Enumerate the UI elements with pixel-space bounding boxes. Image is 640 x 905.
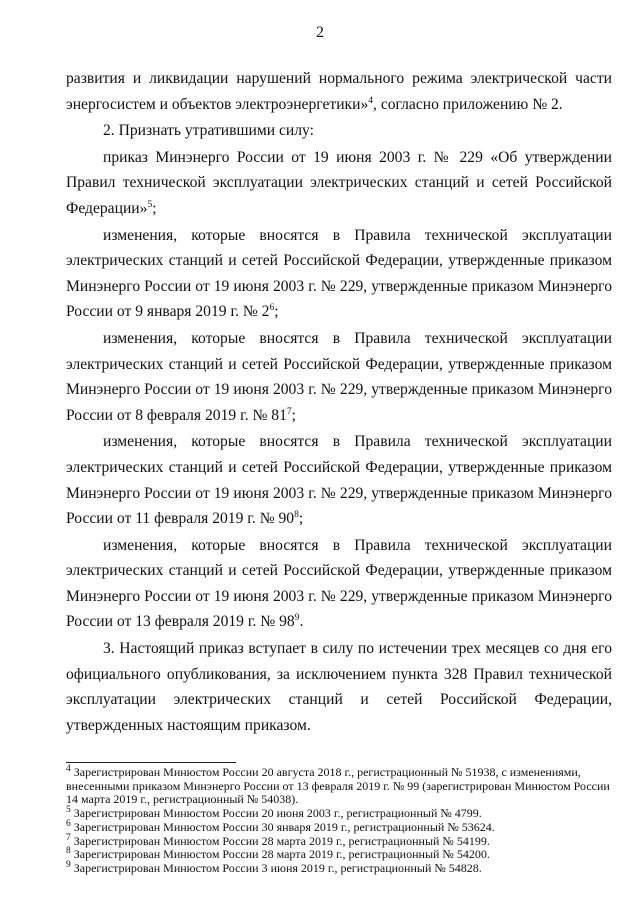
paragraph-text: изменения, которые вносятся в Правила технической эксплуатации электрических станций и сетей Российской Федерации, утвержденные приказом Минэнерго России от 19 июня 2003 г. № 229, утвержденные приказом Минэнерго России от 9 января 2019 г. № 2 (66, 226, 612, 321)
paragraph-amendment-81 (66, 326, 612, 428)
paragraph-text: изменения, которые вносятся в Правила технической эксплуатации электрических станций и сетей Российской Федерации, утвержденные приказом Минэнерго России от 19 июня 2003 г. № 229, утвержденные приказом Минэнерго России от 13 февраля 2019 г. № 98 (66, 536, 612, 631)
footnote-ref[interactable]: 5 (147, 199, 153, 210)
paragraph-text: изменения, которые вносятся в Правила технической эксплуатации электрических станций и сетей Российской Федерации, утвержденные приказом Минэнерго России от 19 июня 2003 г. № 229, утвержденные приказом Минэнерго России от 8 февраля 2019 г. № 81 (66, 329, 612, 424)
paragraph-order-229 (66, 145, 612, 222)
paragraph-text: 2. Признать утратившими силу: (103, 122, 314, 140)
paragraph-item-2 (66, 118, 612, 144)
footnote-mark: 8 (66, 846, 71, 857)
footnote-9 (66, 859, 614, 876)
paragraph-text: изменения, которые вносятся в Правила технической эксплуатации электрических станций и сетей Российской Федерации, утвержденные приказом Минэнерго России от 19 июня 2003 г. № 229, утвержденные приказом Минэнерго России от 11 февраля 2019 г. № 90 (66, 433, 612, 528)
paragraph-tail: , согласно приложению № 2. (373, 95, 563, 113)
paragraph-text: развития и ликвидации нарушений нормального режима электрической части энергосистем и объектов электроэнергетики» (66, 70, 612, 113)
page-number: 2 (316, 24, 324, 41)
paragraph-continuation (66, 66, 612, 117)
footnote-8 (66, 848, 614, 862)
footnote-text: Зарегистрирован Минюстом России 3 июня 2019 г., регистрационный № 54828. (70, 860, 482, 875)
footnote-text: Зарегистрирован Минюстом России 30 января 2019 г., регистрационный № 53624. (70, 819, 495, 834)
footnote-text: Зарегистрирован Минюстом России 28 марта 2019 г., регистрационный № 54199. (70, 833, 490, 848)
paragraph-amendment-2 (66, 223, 612, 325)
paragraph-text: приказ Минэнерго России от 19 июня 2003 г. № 229 «Об утверждении Правил технической эксплуатации электрических станций и сетей Российской Федерации» (66, 148, 612, 217)
paragraph-amendment-98 (66, 533, 612, 635)
footnote-ref[interactable]: 7 (286, 406, 292, 417)
paragraph-tail: ; (152, 199, 157, 217)
paragraph-item-3 (66, 636, 612, 738)
paragraph-text: 3. Настоящий приказ вступает в силу по истечении трех месяцев со дня его официального опубликования, за исключением пункта 328 Правил технической эксплуатации электрических станций и сетей Российской Федерации, утвержденных настоящим приказом. (66, 640, 612, 734)
footnote-5 (66, 807, 614, 821)
document-body (66, 66, 612, 738)
paragraph-tail: ; (291, 406, 296, 424)
footnote-mark: 4 (66, 764, 71, 774)
paragraph-tail: . (299, 613, 304, 631)
footnote-mark: 7 (66, 832, 71, 843)
footnote-ref[interactable]: 4 (368, 95, 374, 106)
footnote-ref[interactable]: 9 (294, 613, 300, 624)
paragraph-tail: ; (298, 510, 304, 528)
footnotes (66, 766, 614, 876)
footnote-mark: 5 (66, 805, 71, 816)
paragraph-amendment-90 (66, 429, 612, 531)
paragraph-tail: ; (274, 303, 279, 321)
footnote-mark: 9 (66, 859, 71, 870)
footnote-ref[interactable]: 8 (294, 509, 299, 520)
footnote-divider (66, 762, 236, 763)
footnote-text: Зарегистрирован Минюстом России 28 марта 2019 г., регистрационный № 54200. (70, 847, 490, 862)
footnote-text: Зарегистрирован Минюстом России 20 июня 2003 г., регистрационный № 4799. (70, 806, 482, 821)
footnote-mark: 6 (66, 818, 71, 829)
footnote-4 (66, 766, 614, 807)
footnote-6 (66, 818, 614, 835)
footnote-ref[interactable]: 6 (269, 303, 275, 314)
footnote-text: Зарегистрирован Минюстом России 20 августа 2018 г., регистрационный № 51938, с изменениями, внесенными приказом Минэнерго России от 13 февраля 2019 г. № 99 (зарегистрирован Минюстом России 14 марта 2019 г., регистрационный № 54038). (66, 765, 610, 807)
